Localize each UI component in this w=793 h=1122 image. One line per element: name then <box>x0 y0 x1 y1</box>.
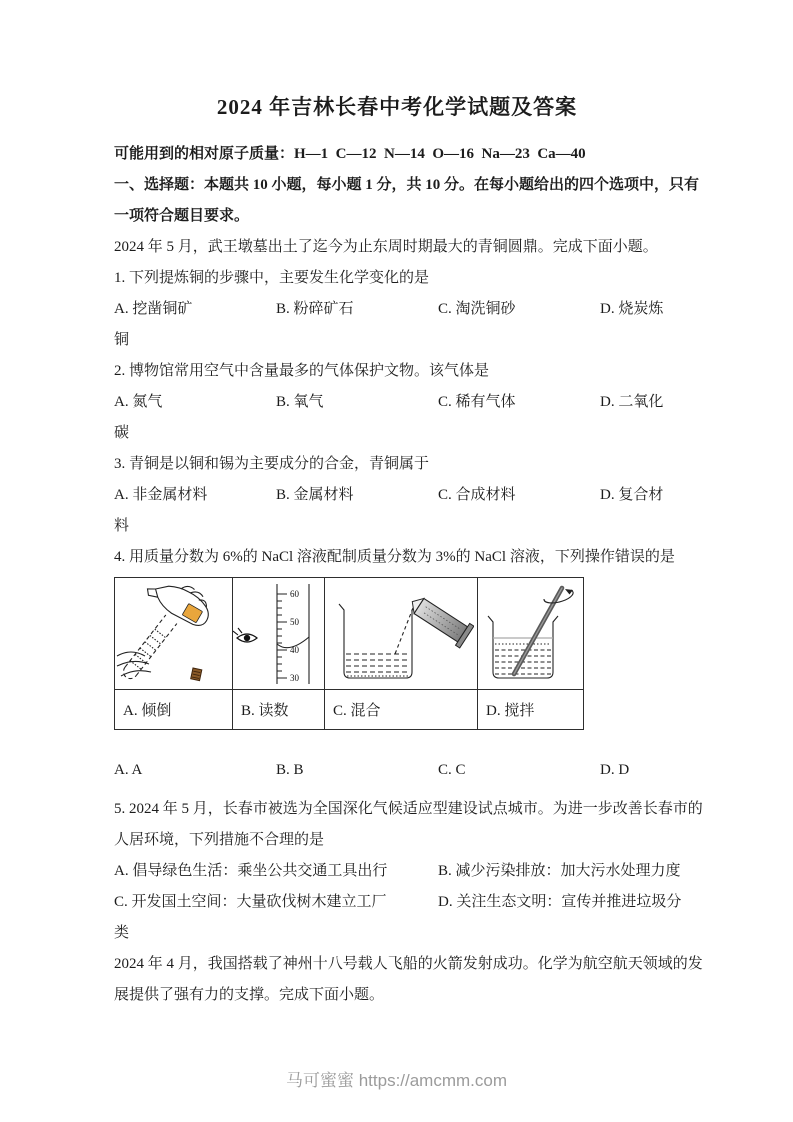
beaker <box>488 616 558 678</box>
q5-option-d-wrap: 类 <box>114 925 130 941</box>
q4-figure-read <box>233 578 325 690</box>
q4-figure-label-d: D. 搅拌 <box>478 690 584 730</box>
graduated-cylinder <box>277 584 309 684</box>
scale-label-50: 50 <box>290 616 299 627</box>
document-content <box>114 0 703 1011</box>
q2-option-b: B. 氧气 <box>276 394 324 410</box>
q1-option-b: B. 粉碎矿石 <box>276 301 354 317</box>
passage-intro-1: 2024 年 5 月，武王墩墓出土了迄今为止东周时期最大的青铜圆鼎。完成下面小题。 <box>114 239 658 255</box>
q2-option-d: D. 二氧化 <box>600 394 664 410</box>
q5-stem-line2: 人居环境，下列措施不合理的是 <box>114 832 325 848</box>
page-title: 2024 年吉林长春中考化学试题及答案 <box>216 95 578 119</box>
q1-option-d: D. 烧炭炼 <box>600 301 664 317</box>
pour-stream <box>395 608 413 654</box>
q2-stem: 2. 博物馆常用空气中含量最多的气体保护文物。该气体是 <box>114 363 490 379</box>
q5-options-row2 <box>114 887 680 918</box>
q1-option-d-wrap: 铜 <box>114 332 130 348</box>
q3-option-c: C. 合成材料 <box>438 487 516 503</box>
q4-figure-label-c: C. 混合 <box>325 690 478 730</box>
q5-stem-line1: 5. 2024 年 5 月，长春市被选为全国深化气候适应型建设试点城市。为进一步改善长春市的 <box>114 801 703 817</box>
q2-options-row <box>114 387 680 418</box>
q5-option-d: D. 关注生态文明：宣传并推进垃圾分 <box>438 894 682 910</box>
q4-figure-label-a: A. 倾倒 <box>115 690 233 730</box>
scale-label-60: 60 <box>290 588 299 599</box>
passage-intro-2-line1: 2024 年 4 月，我国搭载了神州十八号载人飞船的火箭发射成功。化学为航空航天领域的发 <box>114 956 703 972</box>
q4-stem: 4. 用质量分数为 6%的 NaCl 溶液配制质量分数为 3%的 NaCl 溶液，下列操作错误的是 <box>114 549 675 565</box>
q2-option-c: C. 稀有气体 <box>438 394 516 410</box>
q2-option-a: A. 氮气 <box>114 394 163 410</box>
q4-figure-image-row <box>115 578 584 690</box>
eye-icon <box>233 628 257 642</box>
q1-option-c: C. 淘洗铜砂 <box>438 301 516 317</box>
atomic-mass-label: 可能用到的相对原子质量： <box>114 146 295 162</box>
q3-option-a: A. 非金属材料 <box>114 487 208 503</box>
mixing-figure <box>325 580 474 688</box>
q4-option-a: A. A <box>114 762 143 778</box>
q4-figure-stir <box>478 578 584 690</box>
bottle-stopper <box>191 668 202 681</box>
q4-figure-table <box>114 577 584 730</box>
q4-option-c: C. C <box>438 762 466 778</box>
scale-label-30: 30 <box>290 672 299 683</box>
q4-option-d: D. D <box>600 762 630 778</box>
section-header-line2: 一项符合题目要求。 <box>114 208 250 224</box>
q4-option-b: B. B <box>276 762 304 778</box>
q3-options-row <box>114 480 680 511</box>
q4-figure-mix <box>325 578 478 690</box>
q1-option-a: A. 挖凿铜矿 <box>114 301 193 317</box>
stirring-figure <box>478 580 580 688</box>
q4-options-row <box>114 755 680 786</box>
passage-intro-2-line2: 展提供了强有力的支撑。完成下面小题。 <box>114 987 385 1003</box>
pouring-cylinder <box>405 590 474 647</box>
atomic-mass-line <box>114 139 680 170</box>
beaker <box>339 604 417 678</box>
reagent-bottle <box>143 580 217 630</box>
q5-option-c: C. 开发国土空间：大量砍伐树木建立工厂 <box>114 894 387 910</box>
q3-option-d: D. 复合材 <box>600 487 664 503</box>
q3-option-d-wrap: 料 <box>114 518 130 534</box>
q5-options-row1 <box>114 856 680 887</box>
q5-option-b: B. 减少污染排放：加大污水处理力度 <box>438 863 681 879</box>
q4-figure-label-b: B. 读数 <box>233 690 325 730</box>
q2-option-d-wrap: 碳 <box>114 425 130 441</box>
section-header-line1: 一、选择题：本题共 10 小题，每小题 1 分，共 10 分。在每小题给出的四个选项中，只有 <box>114 177 700 193</box>
reading-scale-figure <box>233 580 321 688</box>
atomic-mass-values: H—1 C—12 N—14 O—16 Na—23 Ca—40 <box>294 146 586 162</box>
q4-figure-label-row <box>115 690 584 730</box>
q1-options-row <box>114 294 680 325</box>
q1-stem: 1. 下列提炼铜的步骤中，主要发生化学变化的是 <box>114 270 430 286</box>
q3-option-b: B. 金属材料 <box>276 487 354 503</box>
footer-credit: 马可蜜蜜 https://amcmm.com <box>285 1071 508 1090</box>
q5-option-a: A. 倡导绿色生活：乘坐公共交通工具出行 <box>114 863 388 879</box>
q3-stem: 3. 青铜是以铜和锡为主要成分的合金，青铜属于 <box>114 456 430 472</box>
scale-label-40: 40 <box>290 644 299 655</box>
